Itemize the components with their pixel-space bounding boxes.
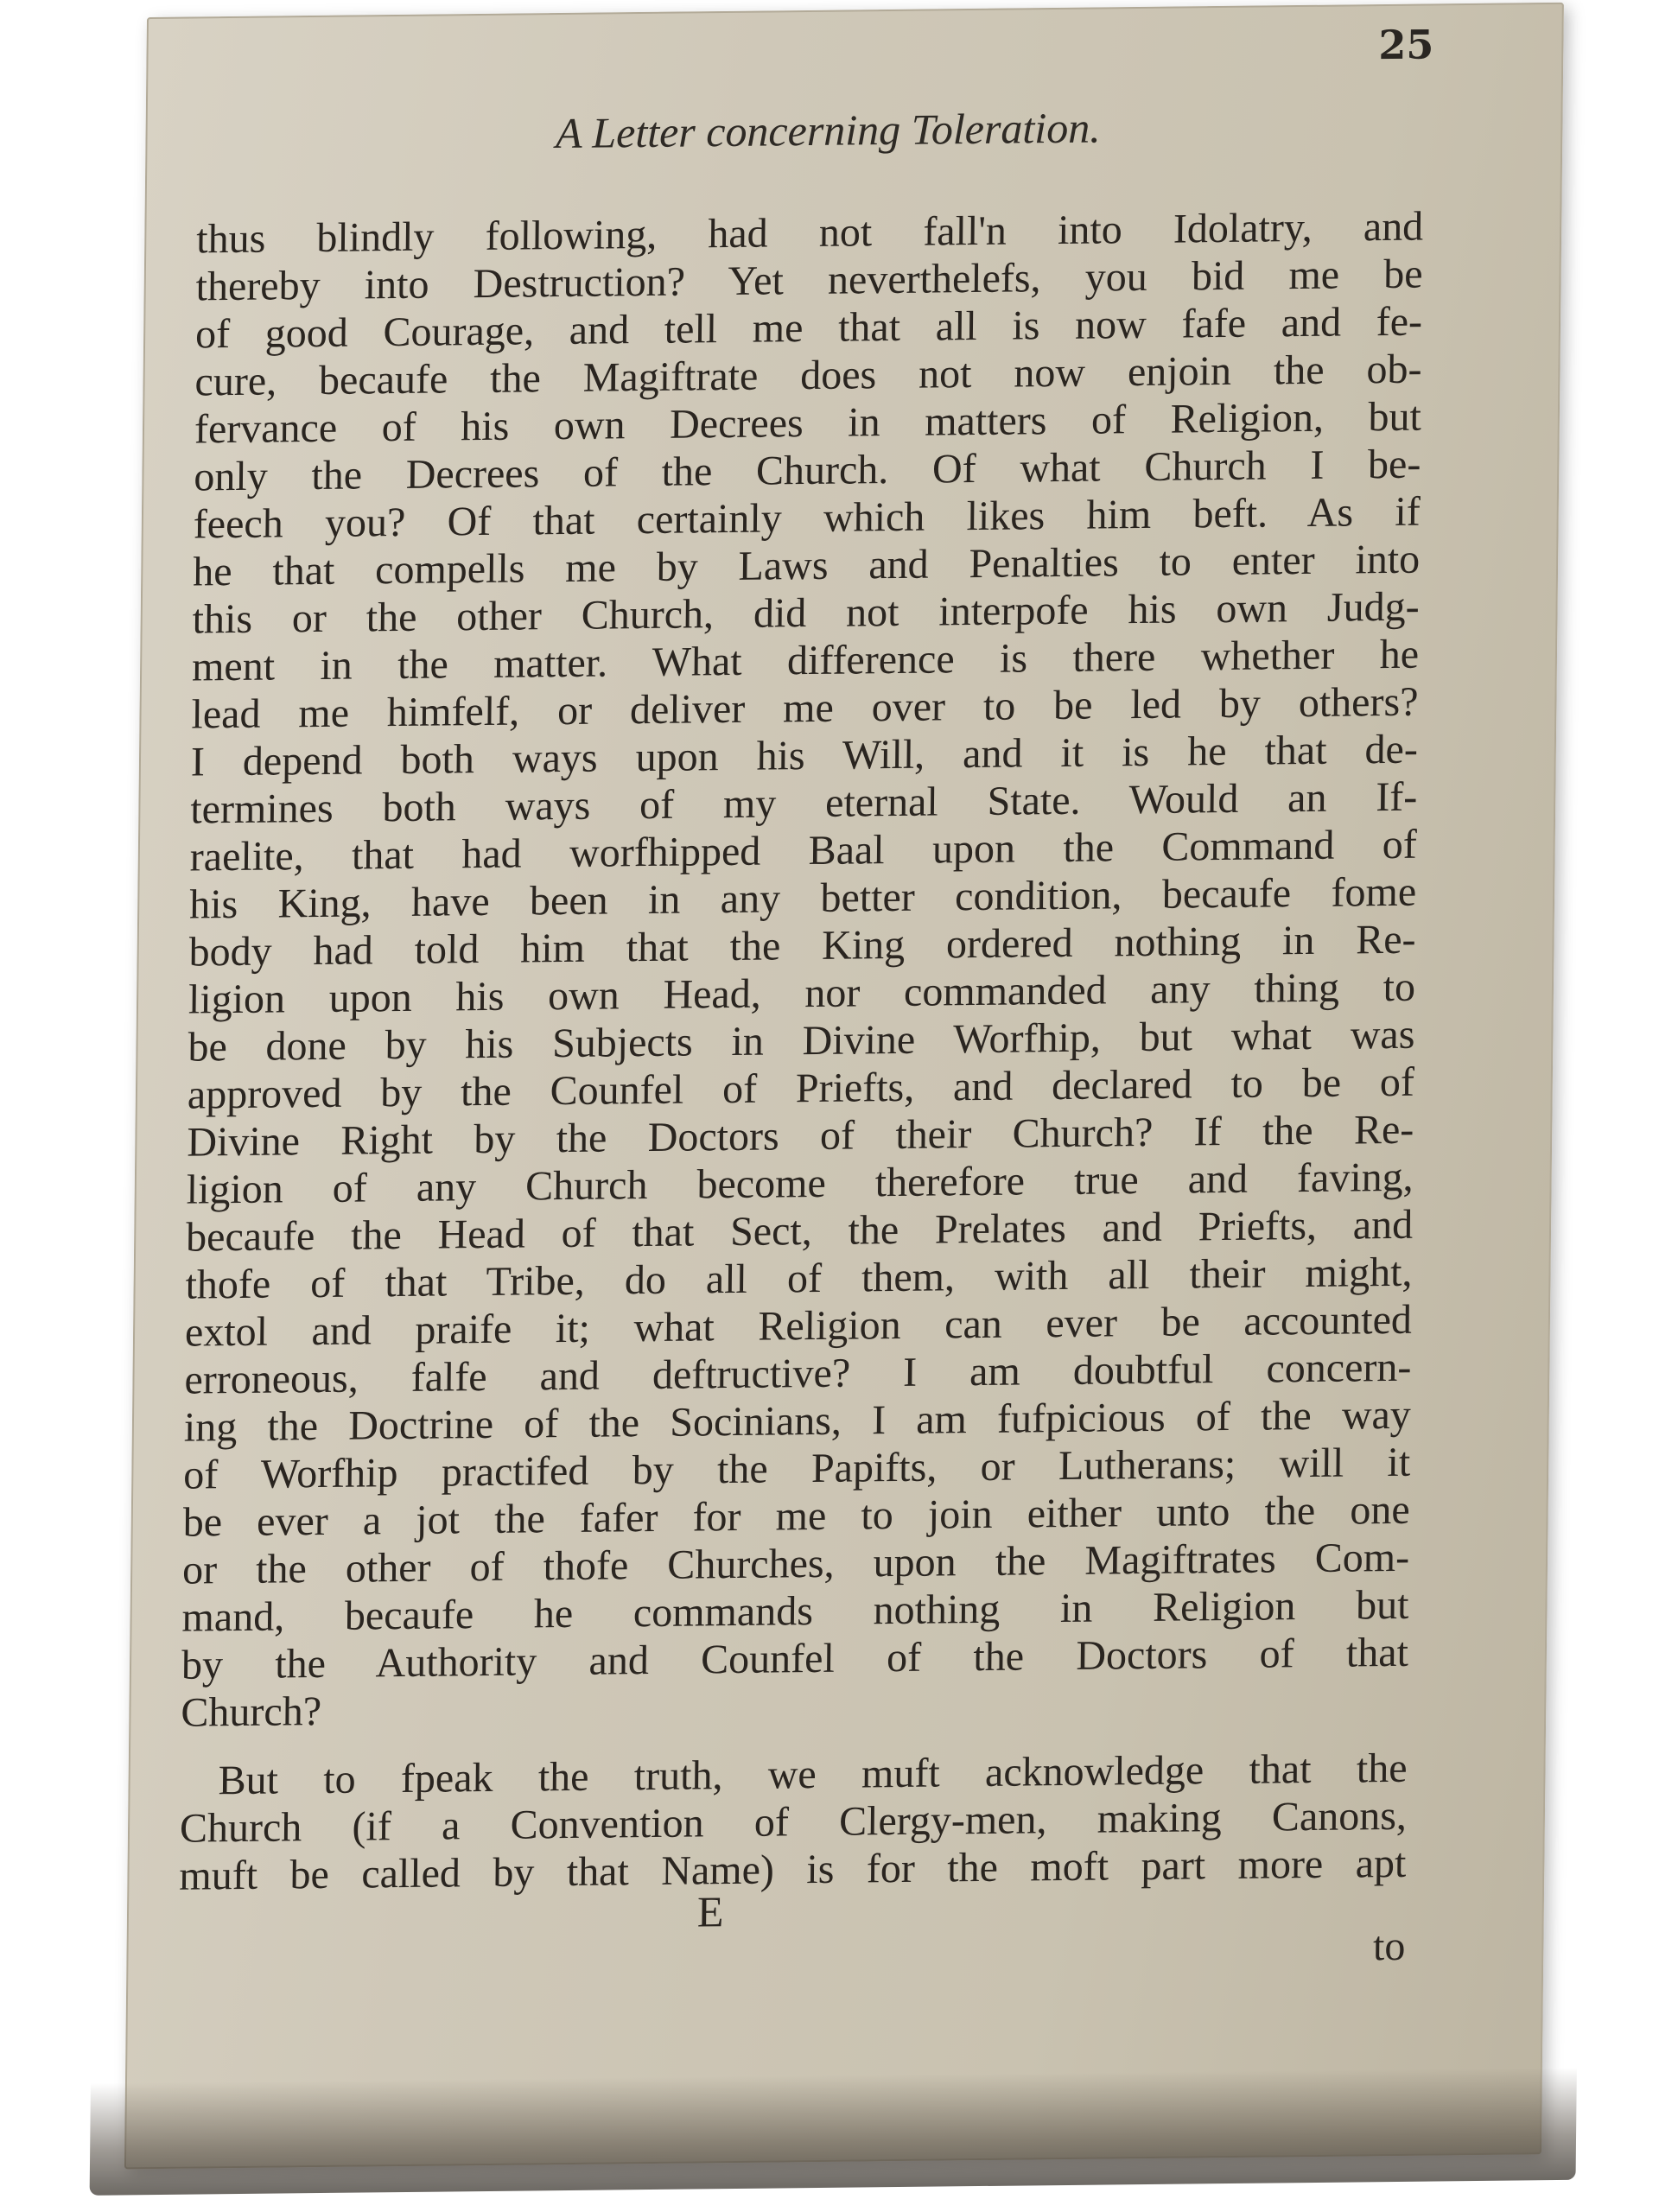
text-line: becaufe the Head of that Sect, the Prelates and Priefts, and <box>185 1201 1414 1261</box>
text-line: ment in the matter. What difference is there whether he <box>191 631 1420 690</box>
text-line: Church (if a Convention of Clergy-men, making Canons, <box>179 1792 1408 1852</box>
text-line: be ever a jot the fafer for me to join either unto the one <box>182 1486 1410 1546</box>
text-line: by the Authority and Counfel of the Doctors of that <box>181 1629 1409 1688</box>
text-line: Church? <box>181 1688 322 1736</box>
text-line: only the Decrees of the Church. Of what Church I be- <box>194 441 1421 500</box>
text-line: approved by the Counfel of Priefts, and declared to be of <box>187 1058 1415 1118</box>
page-body <box>179 203 1423 1900</box>
text-line: ligion upon his own Head, nor commanded any thing to <box>188 963 1416 1023</box>
text-line: be done by his Subjects in Divine Worfhip, but what was <box>188 1011 1415 1071</box>
text-line: fervance of his own Decrees in matters of Religion, but <box>194 393 1422 453</box>
text-line: or the other of thofe Churches, upon the Magiftrates Com- <box>181 1534 1410 1593</box>
text-line: extol and praife it; what Religion can ever be accounted <box>184 1296 1413 1356</box>
text-line: ing the Doctrine of the Socinians, I am fufpicious of the way <box>183 1391 1412 1451</box>
running-head: A Letter concerning Toleration. <box>555 103 1102 158</box>
text-line: termines both ways of my eternal State. Would an If- <box>190 773 1418 833</box>
text-line: erroneous, falfe and deftructive? I am doubtful concern- <box>184 1344 1412 1403</box>
text-line: I depend both ways upon his Will, and it is he that de- <box>190 726 1419 785</box>
text-line: of Worfhip practifed by the Papifts, or Lutherans; will it <box>183 1439 1411 1498</box>
text-line: ligion of any Church become therefore true and faving, <box>186 1154 1414 1213</box>
text-line: thus blindly following, had not fall'n into Idolatry, and <box>196 203 1424 263</box>
text-line: muft be called by that Name) is for the moft part more apt <box>179 1840 1407 1899</box>
text-line: he that compells me by Laws and Penalties to enter into <box>192 536 1421 595</box>
text-line: Divine Right by the Doctors of their Church? If the Re- <box>187 1106 1414 1166</box>
text-line: feech you? Of that certainly which likes him beft. As if <box>193 488 1421 548</box>
text-line: cure, becaufe the Magiftrate does not now enjoin the ob- <box>194 346 1422 405</box>
text-line: of good Courage, and tell me that all is now fafe and fe- <box>194 298 1423 358</box>
catchword: to <box>1372 1923 1406 1970</box>
text-line: this or the other Church, did not interpofe his own Judg- <box>192 583 1420 643</box>
page-number: 25 <box>1378 21 1434 69</box>
text-line: thofe of that Tribe, do all of them, with all their might, <box>185 1249 1413 1308</box>
text-line: lead me himfelf, or deliver me over to be led by others? <box>191 678 1419 738</box>
text-line: body had told him that the King ordered nothing in Re- <box>188 916 1416 976</box>
text-line: thereby into Destruction? Yet neverthelefs, you bid me be <box>195 251 1423 310</box>
text-line: mand, becaufe he commands nothing in Religion but <box>181 1581 1409 1641</box>
text-line: his King, have been in any better condition, becaufe fome <box>188 868 1417 928</box>
text-line: raelite, that had worfhipped Baal upon the Command of <box>189 821 1418 880</box>
text-line: But to fpeak the truth, we muft acknowledge that the <box>218 1745 1408 1804</box>
signature-mark: E <box>696 1887 724 1936</box>
book-page <box>124 3 1564 2170</box>
